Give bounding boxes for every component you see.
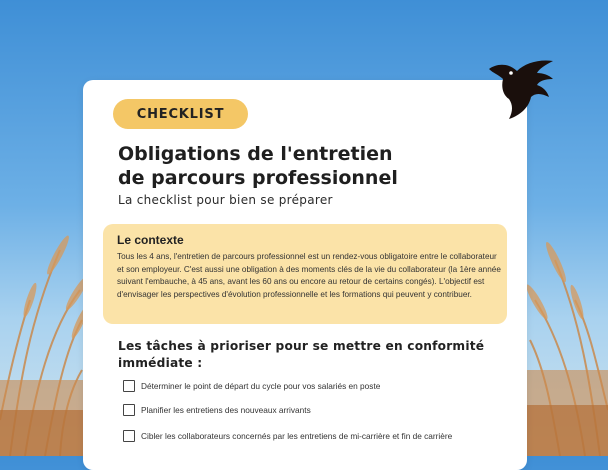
task-checkbox[interactable] [123,404,135,416]
page-title [118,142,518,190]
task-label: Déterminer le point de départ du cycle pour vos salariés en poste [141,381,381,391]
task-label: Cibler les collaborateurs concernés par les entretiens de mi-carrière et fin de carrière [141,431,453,441]
task-checkbox[interactable] [123,380,135,392]
page-subtitle: La checklist pour bien se préparer [118,193,333,207]
bird-logo-icon [487,55,557,121]
title-line-2: de parcours professionnel [118,167,398,189]
checklist-badge: CHECKLIST [113,99,248,129]
task-checkbox[interactable] [123,430,135,442]
checklist-card [83,80,527,470]
title-line-1: Obligations de l'entretien [118,143,393,165]
task-label: Planifier les entretiens des nouveaux arrivants [141,405,311,415]
context-box [103,224,507,324]
tasks-section-title: Les tâches à prioriser pour se mettre en conformité immédiate : [118,339,485,370]
context-title: Le contexte [117,233,184,247]
context-body: Tous les 4 ans, l'entretien de parcours professionnel est un rendez-vous obligatoire entre le collaborateur et son employeur. C'est aussi une obligation à des moments clés de la vie du collaborateur (la 1ère année suivant l'embauche, à 45 ans, avant les 60 ans ou encore au retour de certains congés). L'objectif est d'envisager les perspectives d'évolution professionnelle et les formations qui peuvent y contribuer. [117,252,501,299]
